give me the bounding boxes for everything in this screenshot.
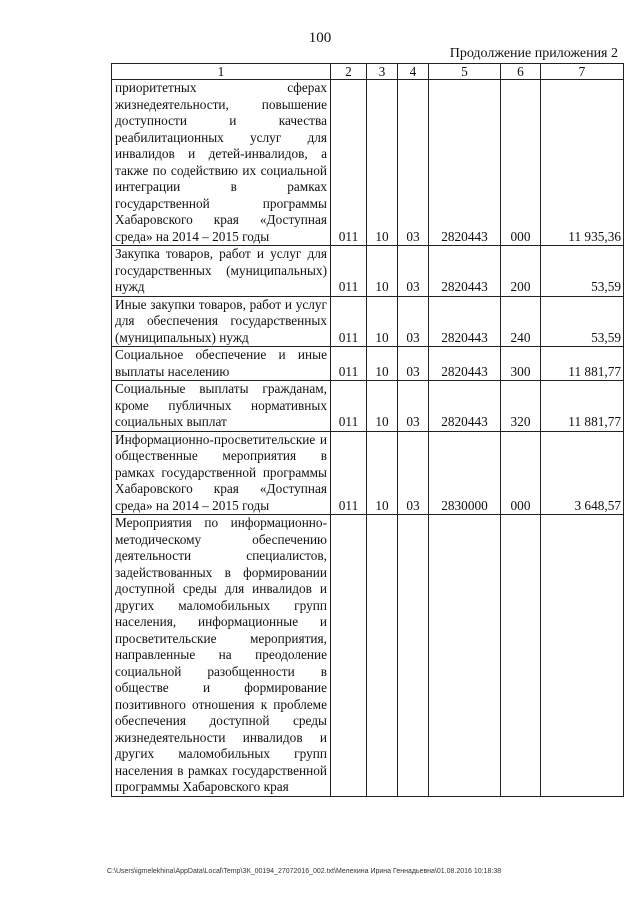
header-cell: 3 <box>367 64 398 80</box>
expense-type-cell <box>501 515 541 797</box>
header-cell: 1 <box>112 64 331 80</box>
expense-type-cell: 240 <box>501 296 541 347</box>
expense-type-cell: 000 <box>501 431 541 515</box>
subsection-code-cell: 03 <box>398 246 429 297</box>
subsection-code-cell: 03 <box>398 296 429 347</box>
ministry-code-cell: 011 <box>331 296 367 347</box>
table-row <box>112 246 624 297</box>
amount-cell: 53,59 <box>541 246 624 297</box>
section-code-cell: 10 <box>367 296 398 347</box>
page-number: 100 <box>308 30 332 46</box>
expense-type-cell: 300 <box>501 347 541 381</box>
target-article-cell: 2820443 <box>429 246 501 297</box>
header-row <box>112 64 624 80</box>
ministry-code-cell: 011 <box>331 431 367 515</box>
ministry-code-cell: 011 <box>331 246 367 297</box>
budget-table <box>111 63 624 797</box>
description-cell: Социальное обеспечение и иные выплаты населению <box>112 347 331 381</box>
target-article-cell <box>429 515 501 797</box>
target-article-cell: 2820443 <box>429 296 501 347</box>
description-cell: Информационно-просветительские и общественные мероприятия в рамках государственной программы Хабаровского края «Доступная среда» на 2014 – 2015 годы <box>112 431 331 515</box>
header-cell: 2 <box>331 64 367 80</box>
subsection-code-cell <box>398 515 429 797</box>
amount-cell <box>541 515 624 797</box>
header-cell: 4 <box>398 64 429 80</box>
table-row <box>112 347 624 381</box>
continuation-label: Продолжение приложения 2 <box>449 46 618 61</box>
section-code-cell: 10 <box>367 80 398 246</box>
target-article-cell: 2820443 <box>429 347 501 381</box>
subsection-code-cell: 03 <box>398 80 429 246</box>
expense-type-cell: 000 <box>501 80 541 246</box>
description-cell: приоритетных сферах жизнедеятельности, повышение доступности и качества реабилитационных услуг для инвалидов и детей-инвалидов, а также по содействию их социальной интеграции в рамках государственной программы Хабаровского края «Доступная среда» на 2014 – 2015 годы <box>112 80 331 246</box>
table-row <box>112 431 624 515</box>
expense-type-cell: 200 <box>501 246 541 297</box>
amount-cell: 11 935,36 <box>541 80 624 246</box>
ministry-code-cell: 011 <box>331 347 367 381</box>
target-article-cell: 2830000 <box>429 431 501 515</box>
subsection-code-cell: 03 <box>398 381 429 432</box>
section-code-cell: 10 <box>367 381 398 432</box>
header-cell: 7 <box>541 64 624 80</box>
amount-cell: 11 881,77 <box>541 347 624 381</box>
subsection-code-cell: 03 <box>398 431 429 515</box>
description-cell: Закупка товаров, работ и услуг для государственных (муниципальных) нужд <box>112 246 331 297</box>
header-cell: 5 <box>429 64 501 80</box>
table-row <box>112 296 624 347</box>
section-code-cell <box>367 515 398 797</box>
target-article-cell: 2820443 <box>429 381 501 432</box>
description-cell: Мероприятия по информационно-методическому обеспечению деятельности специалистов, задействованных в формировании доступной среды для инвалидов и других маломобильных групп населения, информационные и просветительские мероприятия, направленные на преодоление социальной разобщенности в обществе и формирование позитивного отношения к проблеме обеспечения доступной среды жизнедеятельности инвалидов и других маломобильных групп населения в рамках государственной программы Хабаровского края <box>112 515 331 797</box>
amount-cell: 53,59 <box>541 296 624 347</box>
amount-cell: 11 881,77 <box>541 381 624 432</box>
section-code-cell: 10 <box>367 431 398 515</box>
ministry-code-cell <box>331 515 367 797</box>
section-code-cell: 10 <box>367 246 398 297</box>
amount-cell: 3 648,57 <box>541 431 624 515</box>
ministry-code-cell: 011 <box>331 381 367 432</box>
description-cell: Иные закупки товаров, работ и услуг для обеспечения государственных (муниципальных) нужд <box>112 296 331 347</box>
table-row <box>112 80 624 246</box>
table-row <box>112 515 624 797</box>
expense-type-cell: 320 <box>501 381 541 432</box>
file-path-footer: C:\Users\igmelekhina\AppData\Local\Temp\ЗК_00194_27072016_002.txt\Мелехина Ирина Геннадьевна\01.08.2016 10:18:38 <box>107 868 502 875</box>
table-row <box>112 381 624 432</box>
target-article-cell: 2820443 <box>429 80 501 246</box>
subsection-code-cell: 03 <box>398 347 429 381</box>
ministry-code-cell: 011 <box>331 80 367 246</box>
header-cell: 6 <box>501 64 541 80</box>
section-code-cell: 10 <box>367 347 398 381</box>
description-cell: Социальные выплаты гражданам, кроме публичных нормативных социальных выплат <box>112 381 331 432</box>
